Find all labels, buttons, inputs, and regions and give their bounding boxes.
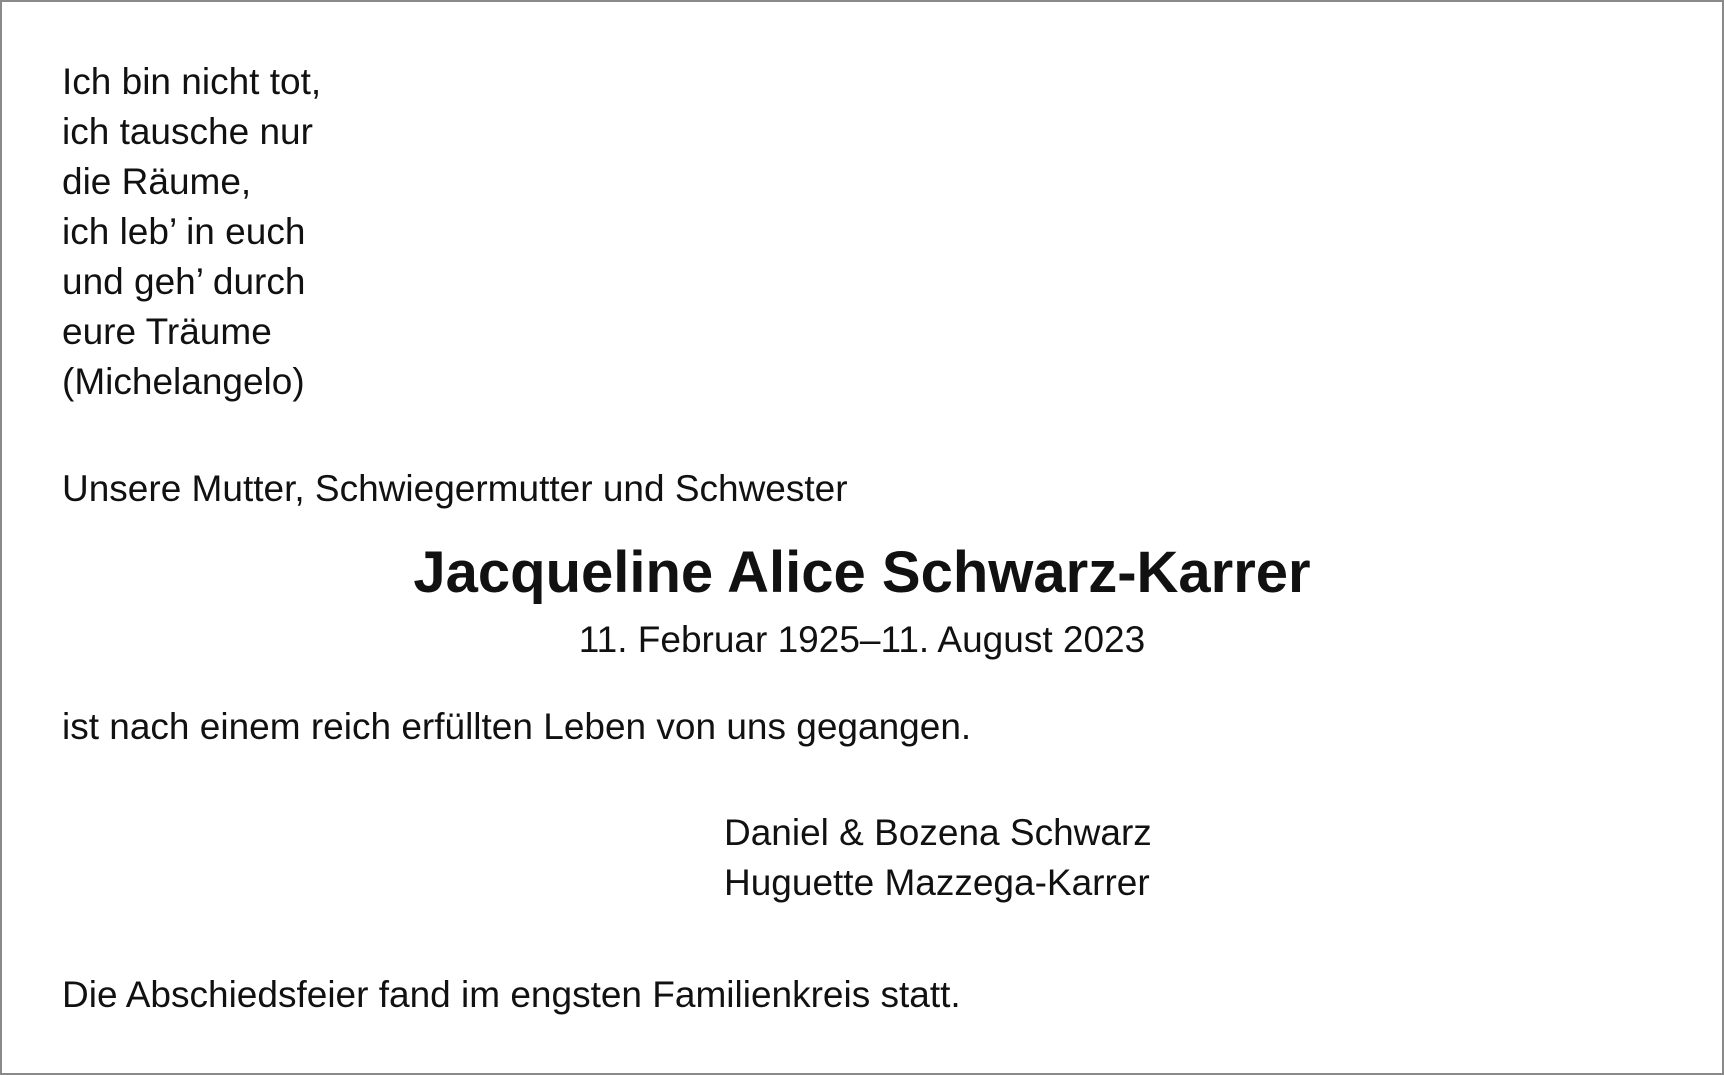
deceased-name: Jacqueline Alice Schwarz-Karrer — [413, 540, 1311, 605]
poem-line: ich tausche nur — [62, 111, 313, 152]
poem-line: eure Träume — [62, 311, 272, 352]
relationship-intro: Unsere Mutter, Schwiegermutter und Schwester — [62, 468, 848, 509]
poem-line: und geh’ durch — [62, 261, 306, 302]
poem-quote — [62, 57, 321, 407]
mourners-list — [724, 808, 1152, 908]
poem-line: Ich bin nicht tot, — [62, 61, 322, 102]
mourner-name: Daniel & Bozena Schwarz — [724, 812, 1152, 853]
mourner-name: Huguette Mazzega-Karrer — [724, 862, 1150, 903]
poem-line: die Räume, — [62, 161, 252, 202]
poem-attribution: (Michelangelo) — [62, 361, 305, 402]
poem-line: ich leb’ in euch — [62, 211, 306, 252]
passing-statement: ist nach einem reich erfüllten Leben von uns gegangen. — [62, 706, 972, 747]
life-dates: 11. Februar 1925–11. August 2023 — [578, 619, 1146, 660]
ceremony-note: Die Abschiedsfeier fand im engsten Familienkreis statt. — [62, 974, 961, 1015]
